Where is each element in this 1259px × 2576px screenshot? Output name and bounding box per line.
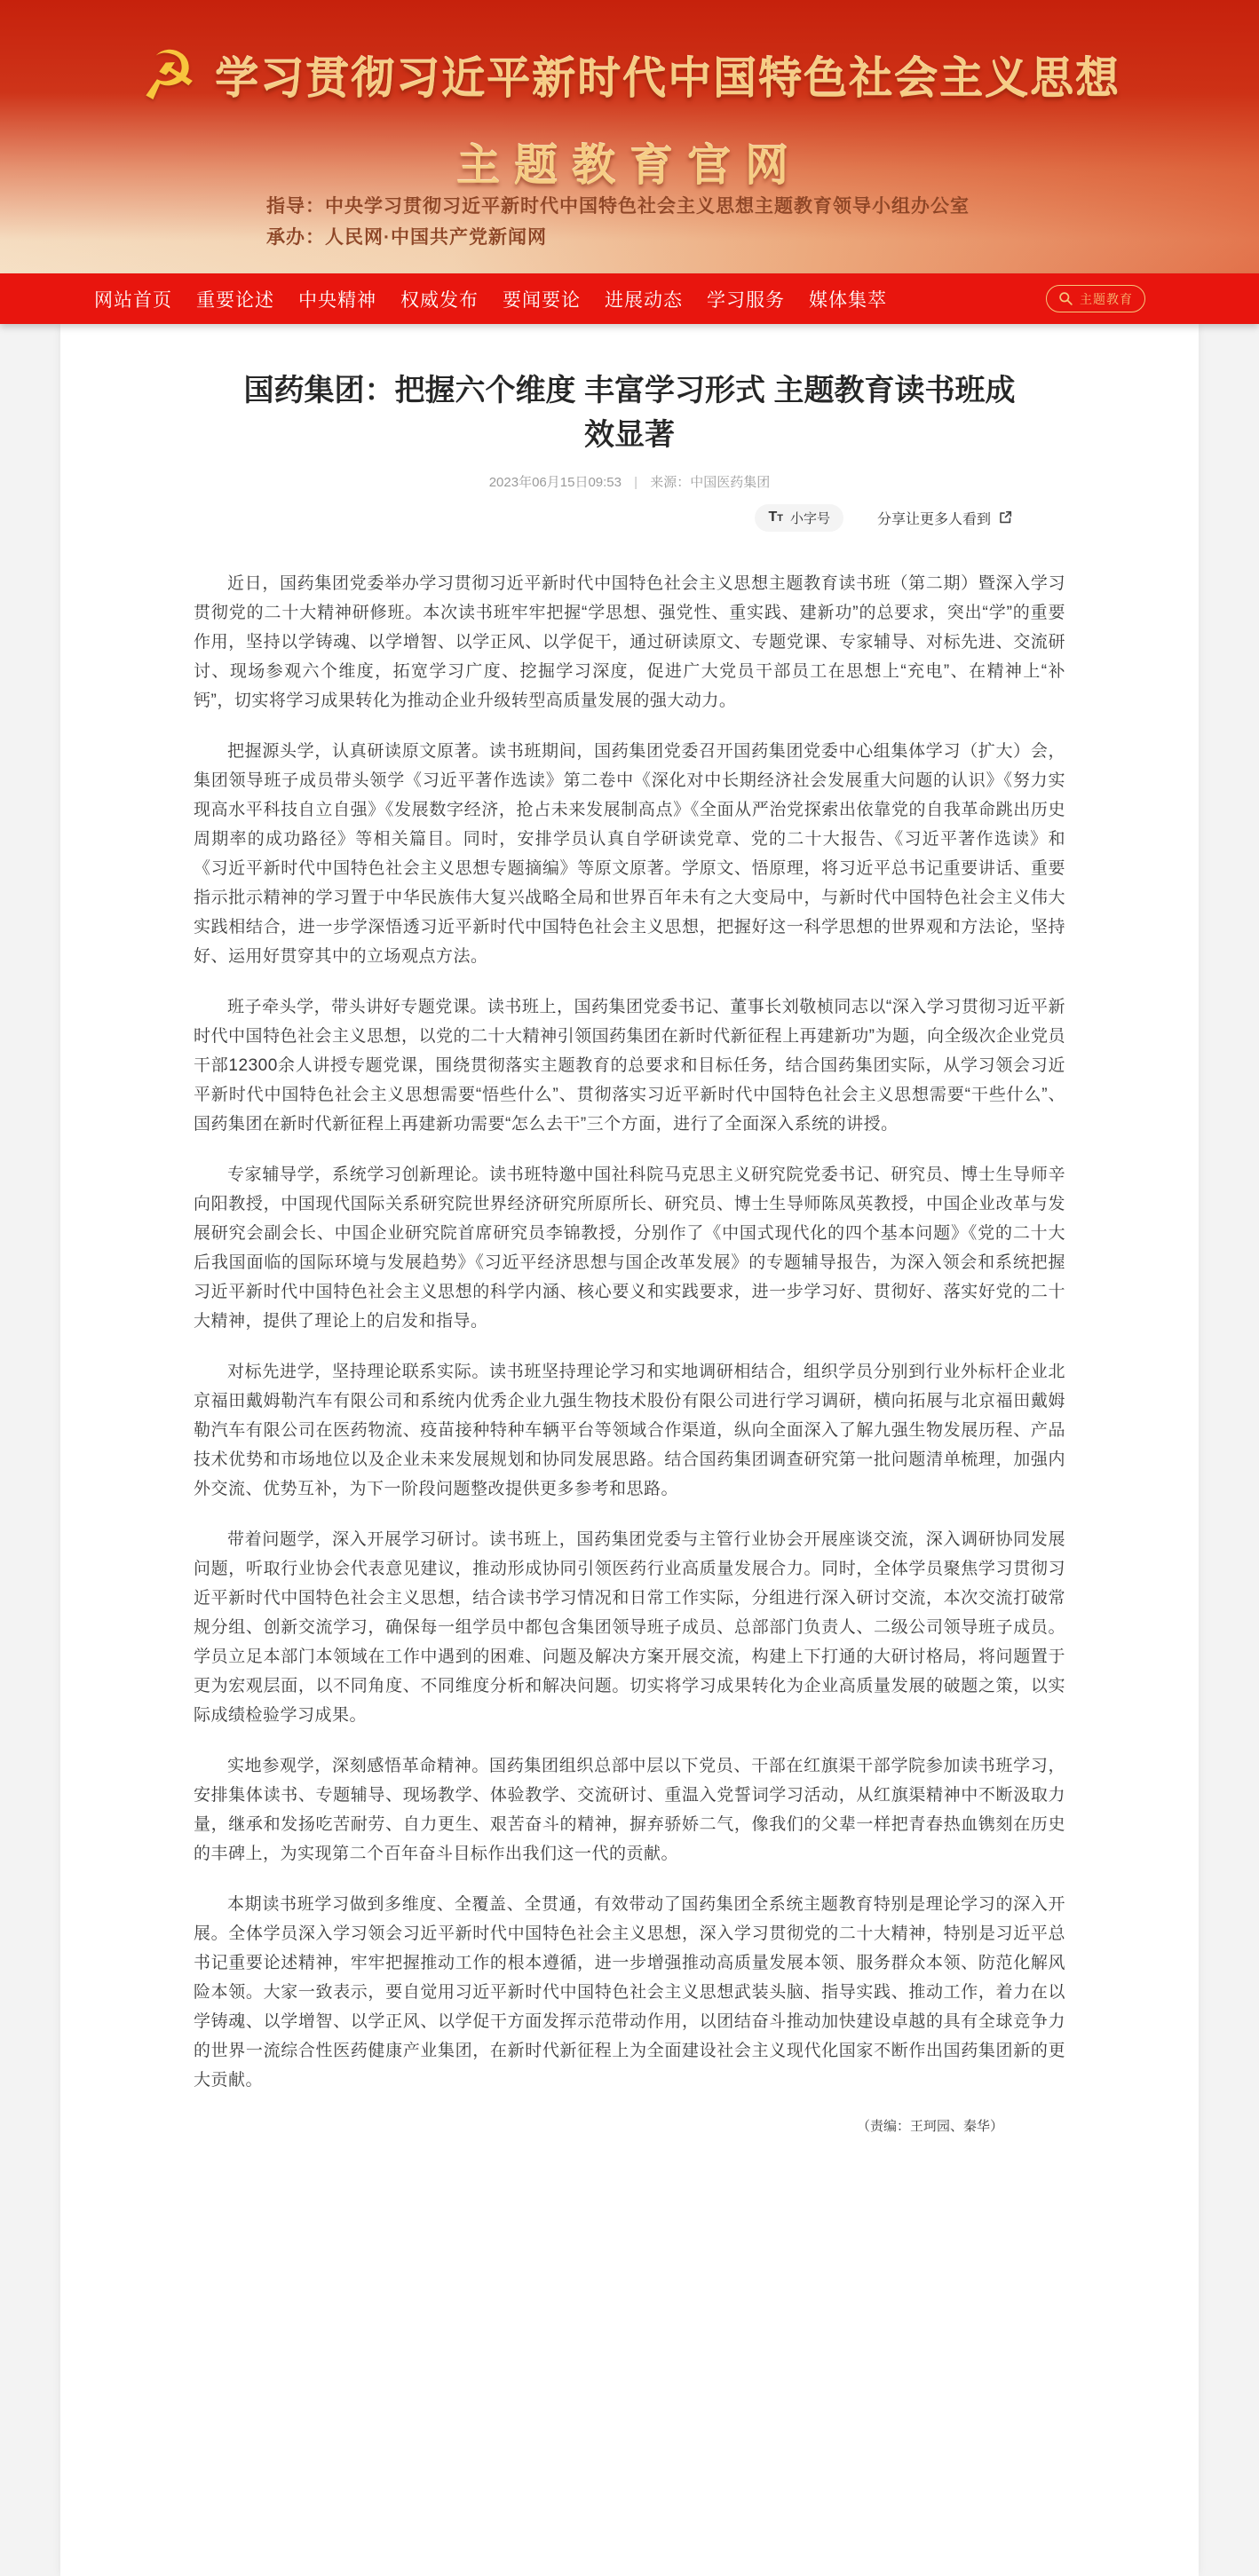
- nav-item-media-collection[interactable]: 媒体集萃: [809, 289, 887, 311]
- nav-item-progress[interactable]: 进展动态: [605, 289, 683, 311]
- search-box[interactable]: [1046, 285, 1145, 312]
- article-body: [194, 569, 1065, 2135]
- article-date: 2023年06月15日09:53: [488, 475, 622, 490]
- paragraph: 带着问题学，深入开展学习研讨。读书班上，国药集团党委与主管行业协会开展座谈交流，深入调研协同发展问题，听取行业协会代表意见建议，推动形成协同引领医药行业高质量发展合力。同时，全体学员聚焦学习贯彻习近平新时代中国特色社会主义思想，结合读书学习情况和日常工作实际，分组进行深入研讨交流，本次交流打破常规分组、创新交流学习，确保每一组学员中都包含集团领导班子成员、总部部门负责人、二级公司领导班子成员。学员立足本部门本领域在工作中遇到的困难、问题及解决方案开展交流，构建上下打通的大研讨格局，将问题置于更为宏观层面，以不同角度、不同维度分析和解决问题。切实将学习成果转化为企业高质量发展的破题之策，以实际成绩检验学习成果。: [194, 1530, 1065, 1725]
- paragraph: 本期读书班学习做到多维度、全覆盖、全贯通，有效带动了国药集团全系统主题教育特别是理论学习的深入开展。全体学员深入学习领会习近平新时代中国特色社会主义思想，深入学习贯彻党的二十大精神，特别是习近平总书记重要论述精神，牢牢把握推动工作的根本遵循，进一步增强推动高质量发展本领、服务群众本领、防范化解风险本领。大家一致表示，要自觉用习近平新时代中国特色社会主义思想武装头脑、指导实践、推动工作，着力在以学铸魂、以学增智、以学正风、以学促干方面发挥示范带动作用，以团结奋斗推动加快建设卓越的具有全球竞争力的世界一流综合性医药健康产业集团，在新时代新征程上为全面建设社会主义现代化国家不断作出国药集团新的更大贡献。: [194, 1895, 1065, 2090]
- article-meta: [60, 472, 1199, 491]
- article-title: 国药集团：把握六个维度 丰富学习形式 主题教育读书班成效显著: [243, 374, 1016, 452]
- paragraph: 实地参观学，深刻感悟革命精神。国药集团组织总部中层以下党员、干部在红旗渠干部学院参加读书班学习，安排集体读书、专题辅导、现场教学、体验教学、交流研讨、重温入党誓词学习活动，从红旗渠精神中不断汲取力量，继承和发扬吃苦耐劳、自力更生、艰苦奋斗的精神，摒弃骄娇二气，像我们的父辈一样把青春热血镌刻在历史的丰碑上，为实现第二个百年奋斗目标作出我们这一代的贡献。: [194, 1757, 1065, 1863]
- article-controls: [194, 503, 1065, 532]
- main-navbar: [0, 273, 1259, 324]
- font-size-control[interactable]: [755, 504, 843, 532]
- nav-item-learning-services[interactable]: 学习服务: [707, 289, 785, 311]
- nav-item-key-news[interactable]: 要闻要论: [503, 289, 581, 311]
- paragraph: 近日，国药集团党委举办学习贯彻习近平新时代中国特色社会主义思想主题教育读书班（第二期）暨深入学习贯彻党的二十大精神研修班。本次读书班牢牢把握“学思想、强党性、重实践、建新功”的总要求，突出“学”的重要作用，坚持以学铸魂、以学增智、以学正风、以学促干，通过研读原文、专题党课、专家辅导、对标先进、交流研讨、现场参观六个维度，拓宽学习广度、挖掘学习深度，促进广大党员干部员工在思想上“充电”、在精神上“补钙”，切实将学习成果转化为推动企业升级转型高质量发展的强大动力。: [194, 574, 1065, 710]
- paragraph: 专家辅导学，系统学习创新理论。读书班特邀中国社科院马克思主义研究院党委书记、研究员、博士生导师辛向阳教授，中国现代国际关系研究院世界经济研究所原所长、研究员、博士生导师陈凤英教授，中国企业改革与发展研究会副会长、中国企业研究院首席研究员李锦教授，分别作了《中国式现代化的四个基本问题》《党的二十大后我国面临的国际环境与发展趋势》《习近平经济思想与国企改革发展》的专题辅导报告，为深入领会和系统把握习近平新时代中国特色社会主义思想的科学内涵、核心要义和实践要求，进一步学习好、贯彻好、落实好党的二十大精神，提供了理论上的启发和指导。: [194, 1166, 1065, 1331]
- nav-item-authoritative-release[interactable]: 权威发布: [400, 289, 479, 311]
- editor-note: （责编：王珂园、秦华）: [856, 2119, 1003, 2134]
- nav-item-central-spirit[interactable]: 中央精神: [298, 289, 376, 311]
- party-emblem-icon: ☭: [134, 35, 202, 115]
- nav-item-important-discourse[interactable]: 重要论述: [196, 289, 274, 311]
- share-icon: [997, 510, 1013, 525]
- font-size-label: 小字号: [789, 510, 830, 526]
- font-size-icon: TT: [768, 510, 783, 525]
- share-button[interactable]: [877, 508, 1013, 528]
- paragraph: 班子牵头学，带头讲好专题党课。读书班上，国药集团党委书记、董事长刘敬桢同志以“深入学习贯彻习近平新时代中国特色社会主义思想，以党的二十大精神引领国药集团在新时代新征程上再建新功”为题，向全级次企业党员干部12300余人讲授专题党课，围绕贯彻落实主题教育的总要求和目标任务，结合国药集团实际，从学习领会习近平新时代中国特色社会主义思想需要“悟些什么”、贯彻落实习近平新时代中国特色社会主义思想需要“干些什么”、国药集团在新时代新征程上再建新功需要“怎么去干”三个方面，进行了全面深入系统的讲授。: [194, 998, 1065, 1134]
- paragraph: 把握源头学，认真研读原文原著。读书班期间，国药集团党委召开国药集团党委中心组集体学习（扩大）会，集团领导班子成员带头领学《习近平著作选读》第二卷中《深化对中长期经济社会发展重大问题的认识》《努力实现高水平科技自立自强》《发展数字经济，抢占未来发展制高点》《全面从严治党探索出依靠党的自我革命跳出历史周期率的成功路径》等相关篇目。同时，安排学员认真自学研读党章、党的二十大报告、《习近平著作选读》和《习近平新时代中国特色社会主义思想专题摘编》等原文原著。学原文、悟原理，将习近平总书记重要讲话、重要指示批示精神的学习置于中华民族伟大复兴战略全局和世界百年未有之大变局中，与新时代中国特色社会主义伟大实践相结合，进一步学深悟透习近平新时代中国特色社会主义思想，把握好这一科学思想的世界观和方法论，坚持好、运用好贯穿其中的立场观点方法。: [194, 742, 1065, 966]
- banner-guide-line: 指导：中央学习贯彻习近平新时代中国特色社会主义思想主题教育领导小组办公室: [266, 196, 970, 217]
- meta-separator: |: [634, 475, 638, 490]
- site-banner: [0, 0, 1259, 273]
- banner-organizer-line: 承办：人民网·中国共产党新闻网: [266, 227, 547, 248]
- search-icon: [1058, 291, 1073, 306]
- nav-item-home[interactable]: 网站首页: [94, 289, 172, 311]
- article-source: 来源：中国医药集团: [650, 475, 771, 490]
- content-card: [60, 324, 1199, 2576]
- paragraph: 对标先进学，坚持理论联系实际。读书班坚持理论学习和实地调研相结合，组织学员分别到行业外标杆企业北京福田戴姆勒汽车有限公司和系统内优秀企业九强生物技术股份有限公司进行学习调研，横向拓展与北京福田戴姆勒汽车有限公司在医药物流、疫苗接种特种车辆平台等领域合作渠道，纵向全面深入了解九强生物发展历程、产品技术优势和市场地位以及企业未来发展规划和协同发展思路。结合国药集团调查研究第一批问题清单梳理，加强内外交流、优势互补，为下一阶段问题整改提供更多参考和思路。: [194, 1363, 1065, 1498]
- share-label: 分享让更多人看到: [876, 511, 991, 527]
- banner-title-line2: 主题教育官网: [455, 142, 803, 190]
- search-label: 主题教育: [1080, 291, 1133, 306]
- banner-title-line1: 学习贯彻习近平新时代中国特色社会主义思想: [215, 55, 1121, 103]
